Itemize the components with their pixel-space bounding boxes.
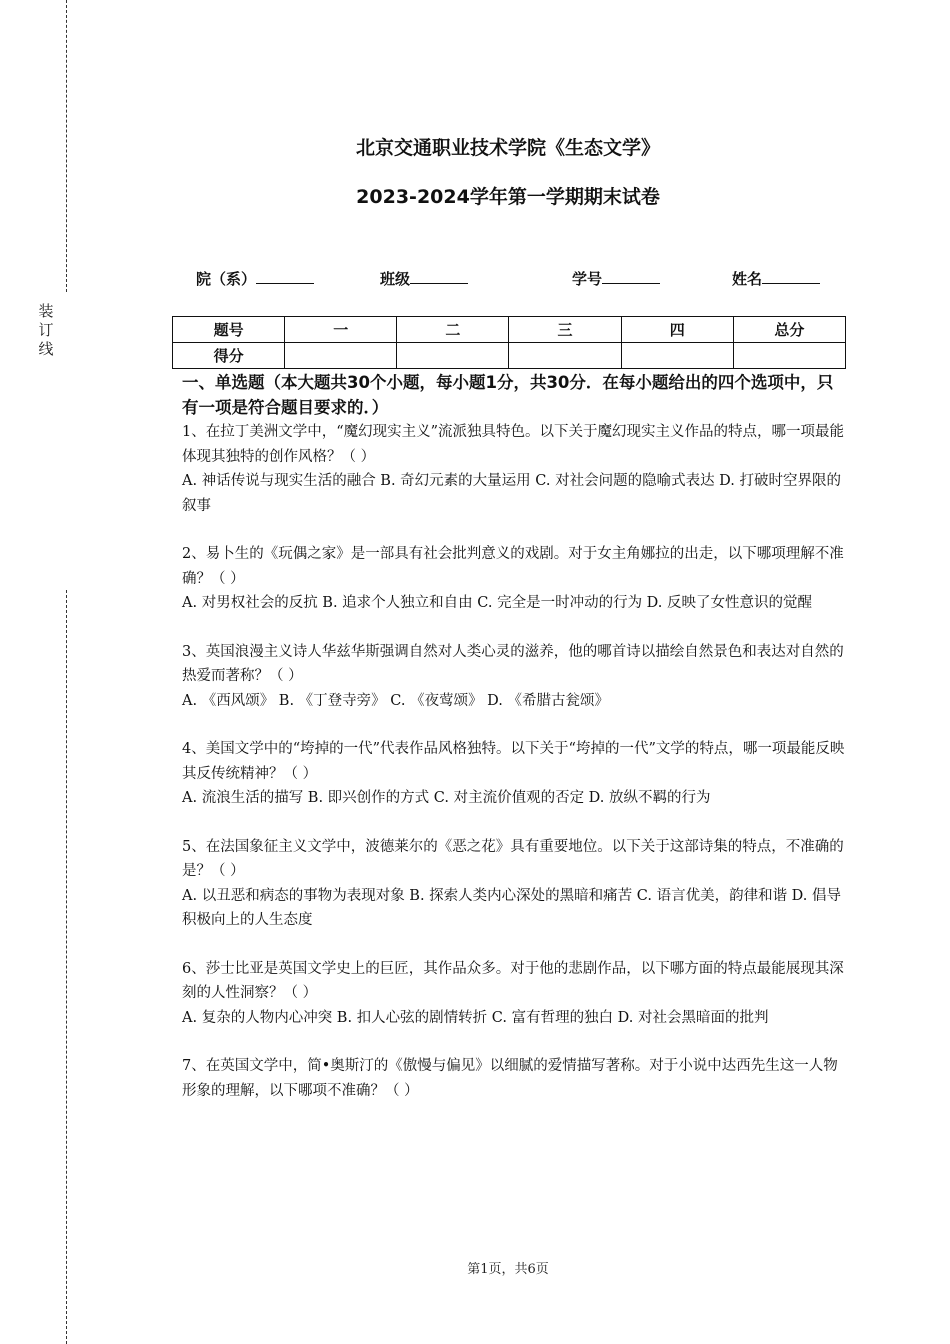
info-field-department — [196, 268, 314, 289]
info-field-blank[interactable] — [256, 269, 314, 284]
question-item — [182, 542, 846, 616]
question-item — [182, 835, 846, 933]
score-table-header-cell: 一 — [285, 317, 397, 343]
info-field-blank[interactable] — [602, 269, 660, 284]
info-field-label: 院（系） — [196, 270, 257, 288]
info-field-label: 班级 — [380, 270, 411, 288]
score-table — [172, 316, 846, 369]
info-field-blank[interactable] — [410, 269, 468, 284]
question-item — [182, 1054, 846, 1103]
info-field-student-id — [572, 268, 660, 289]
binding-label-char: 订 — [38, 321, 54, 339]
info-field-label: 姓名 — [732, 270, 763, 288]
question-list — [182, 420, 846, 1127]
question-item — [182, 640, 846, 714]
question-stem: 2、易卜生的《玩偶之家》是一部具有社会批判意义的戏剧。对于女主角娜拉的出走，以下哪项理解不准确？（ ） — [182, 546, 844, 587]
info-field-label: 学号 — [572, 270, 603, 288]
question-item — [182, 420, 846, 518]
score-table-header-cell: 三 — [509, 317, 621, 343]
exam-title-line2: 2023-2024学年第一学期期末试卷 — [356, 186, 660, 208]
score-table-header-cell: 总分 — [733, 317, 845, 343]
score-table-row-label: 得分 — [173, 343, 285, 369]
binding-dashed-line-bottom — [66, 590, 67, 1344]
info-field-blank[interactable] — [762, 269, 820, 284]
question-options: A. 以丑恶和病态的事物为表现对象 B. 探索人类内心深处的黑暗和痛苦 C. 语言优美，韵律和谐 D. 倡导积极向上的人生态度 — [182, 887, 842, 928]
score-cell[interactable] — [285, 343, 397, 369]
binding-label-char: 装 — [38, 302, 54, 320]
exam-title-line1: 北京交通职业技术学院《生态文学》 — [355, 137, 660, 159]
score-table-header-row — [173, 317, 846, 343]
question-stem: 3、英国浪漫主义诗人华兹华斯强调自然对人类心灵的滋养，他的哪首诗以描绘自然景色和表达对自然的热爱而著称？（ ） — [182, 643, 844, 684]
score-cell[interactable] — [733, 343, 845, 369]
question-stem: 5、在法国象征主义文学中，波德莱尔的《恶之花》具有重要地位。以下关于这部诗集的特点，不准确的是？（ ） — [182, 838, 844, 879]
question-stem: 1、在拉丁美洲文学中，“魔幻现实主义”流派独具特色。以下关于魔幻现实主义作品的特点，哪一项最能体现其独特的创作风格？（ ） — [182, 424, 845, 465]
info-field-class — [380, 268, 468, 289]
score-cell[interactable] — [397, 343, 509, 369]
question-item — [182, 737, 846, 811]
question-stem: 4、美国文学中的“垮掉的一代”代表作品风格独特。以下关于“垮掉的一代”文学的特点，哪一项最能反映其反传统精神？（ ） — [182, 741, 845, 782]
score-table-header-cell: 四 — [621, 317, 733, 343]
question-options: A. 对男权社会的反抗 B. 追求个人独立和自由 C. 完全是一时冲动的行为 D. 反映了女性意识的觉醒 — [182, 595, 813, 611]
page-footer: 第1页，共6页 — [467, 1262, 549, 1277]
binding-label — [36, 302, 56, 359]
question-stem: 7、在英国文学中，简•奥斯汀的《傲慢与偏见》以细腻的爱情描写著称。对于小说中达西先生这一人物形象的理解，以下哪项不准确？（ ） — [182, 1058, 838, 1099]
score-table-score-row — [173, 343, 846, 369]
question-options: A. 神话传说与现实生活的融合 B. 奇幻元素的大量运用 C. 对社会问题的隐喻式表达 D. 打破时空界限的叙事 — [182, 473, 842, 514]
score-table-header-cell: 题号 — [173, 317, 285, 343]
question-options: A. 《西风颂》 B. 《丁登寺旁》 C. 《夜莺颂》 D. 《希腊古瓮颂》 — [182, 692, 610, 709]
question-options: A. 复杂的人物内心冲突 B. 扣人心弦的剧情转折 C. 富有哲理的独白 D. 对社会黑暗面的批判 — [182, 1009, 769, 1026]
question-options: A. 流浪生活的描写 B. 即兴创作的方式 C. 对主流价值观的否定 D. 放纵不羁的行为 — [182, 790, 711, 806]
question-item — [182, 957, 846, 1031]
section-heading: 一、单选题（本大题共30个小题，每小题1分，共30分．在每小题给出的四个选项中，只有一项是符合题目要求的．） — [182, 373, 834, 417]
score-cell[interactable] — [509, 343, 621, 369]
score-cell[interactable] — [621, 343, 733, 369]
info-field-name — [732, 268, 820, 289]
question-stem: 6、莎士比亚是英国文学史上的巨匠，其作品众多。对于他的悲剧作品，以下哪方面的特点最能展现其深刻的人性洞察？（ ） — [182, 960, 844, 1001]
score-table-header-cell: 二 — [397, 317, 509, 343]
binding-label-char: 线 — [38, 340, 54, 358]
